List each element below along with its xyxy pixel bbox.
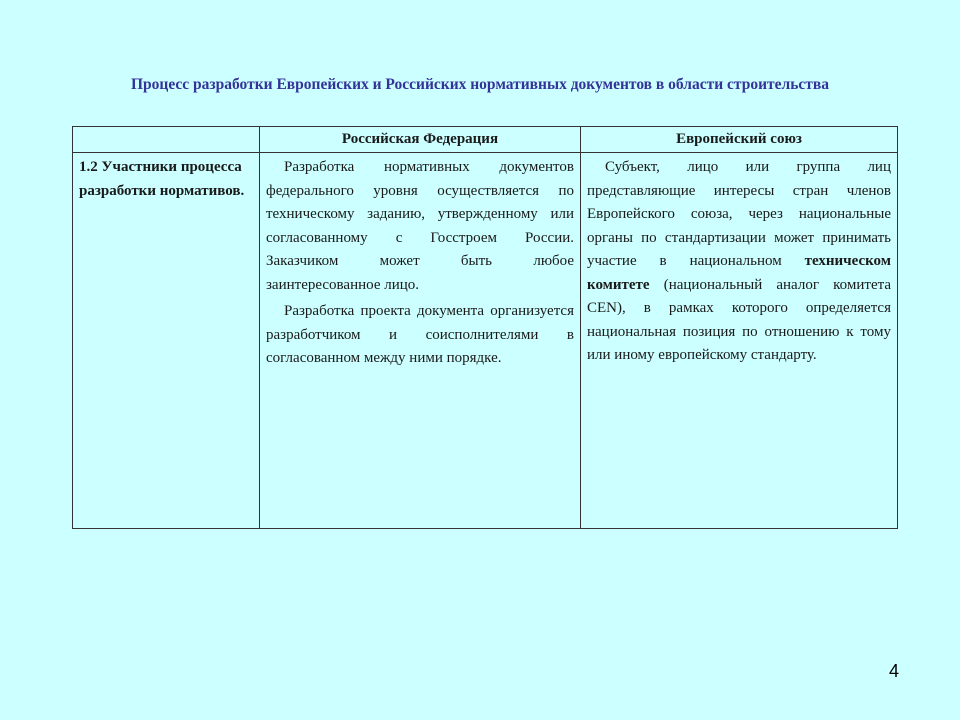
header-russian-federation: Российская Федерация (260, 127, 581, 153)
header-european-union: Европейский союз (581, 127, 898, 153)
eu-text-before: Субъект, лицо или группа лиц представляющие интересы стран членов Европейского союза, через национальные органы по стандартизации может принимать участие в национальном (587, 159, 891, 269)
table-row (73, 153, 898, 529)
eu-text-after: (национальный аналог комитета CEN), в рамках которого определяется национальная позиция по отношению к тому или иному европейскому стандарту. (587, 276, 891, 363)
row-label: 1.2 Участники процесса разработки нормативов. (73, 153, 260, 529)
eu-paragraph (587, 156, 891, 368)
header-empty-cell (73, 127, 260, 153)
russia-paragraph: Разработка нормативных документов федерального уровня осуществляется по техническому заданию, утвержденному или согласованному с Госстроем России. Заказчиком может быть любое заинтересованное лицо. (266, 159, 574, 293)
page-number: 4 (889, 661, 900, 681)
slide-title: Процесс разработки Европейских и Российских нормативных документов в области строительства (130, 76, 830, 93)
russia-cell (260, 153, 581, 529)
comparison-table (72, 126, 898, 529)
eu-text-bold: техническом комитете (587, 253, 891, 293)
eu-cell (581, 153, 898, 529)
russia-paragraph: Разработка проекта документа организуется разработчиком и соисполнителями в согласованном между ними порядке. (266, 303, 574, 366)
table-header-row (73, 127, 898, 153)
